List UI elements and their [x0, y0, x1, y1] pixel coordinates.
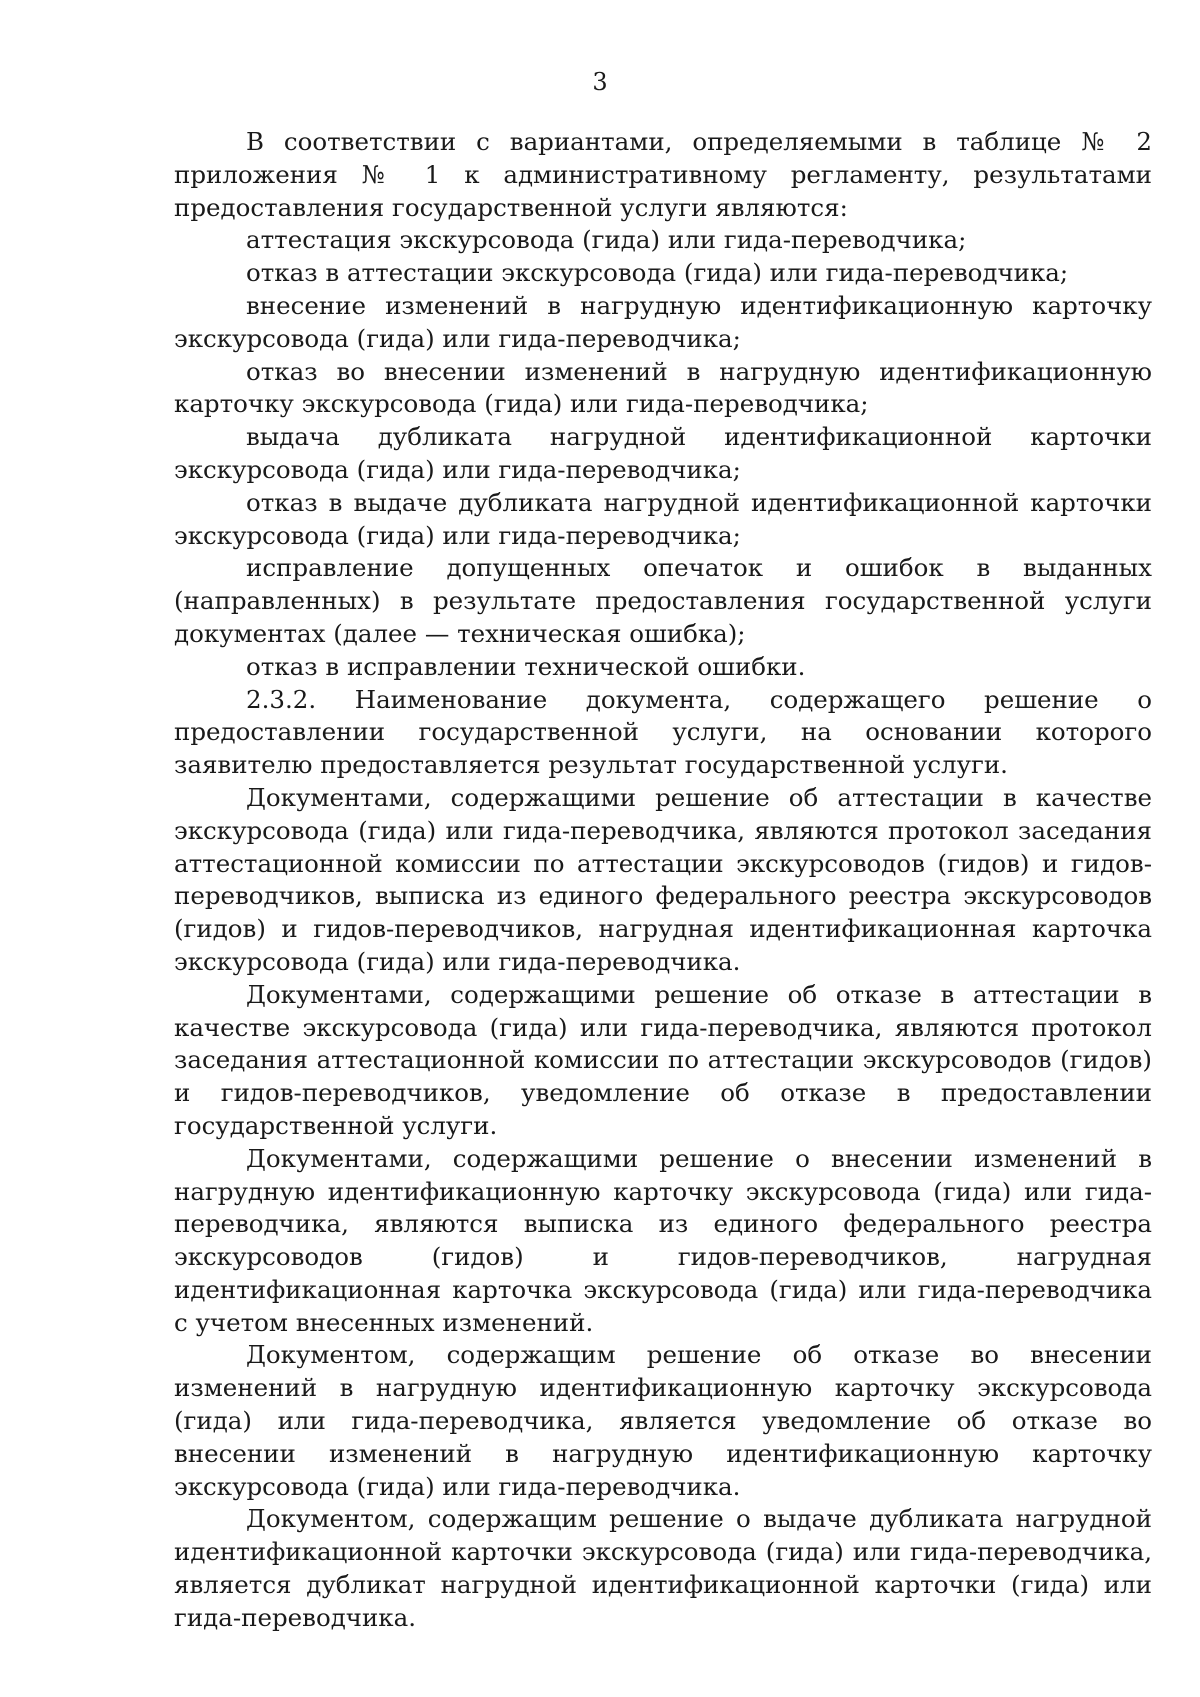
list-item-card-changes-refusal: отказ во внесении изменений в нагрудную идентификационную карточку экскурсовода (гида) или гида-переводчика;: [174, 356, 1152, 419]
paragraph-results-intro: В соответствии с вариантами, определяемыми в таблице № 2 приложения № 1 к административному регламенту, результатами предоставления государственной услуги являются:: [174, 127, 1152, 222]
list-item-attestation-refusal: отказ в аттестации экскурсовода (гида) или гида-переводчика;: [246, 258, 1069, 288]
list-item-error-correction: исправление допущенных опечаток и ошибок в выданных (направленных) в результате предоставления государственной услуги документах (далее — техническая ошибка);: [174, 553, 1152, 648]
page-number: 3: [592, 68, 608, 96]
paragraph-section-2-3-2: 2.3.2. Наименование документа, содержащего решение о предоставлении государственной услуги, на основании которого заявителю предоставляется результат государственной услуги.: [174, 684, 1152, 780]
list-item-card-changes: внесение изменений в нагрудную идентификационную карточку экскурсовода (гида) или гида-переводчика;: [174, 290, 1152, 353]
paragraph-duplicate-documents: Документом, содержащим решение о выдаче дубликата нагрудной идентификационной карточки экскурсовода (гида) или гида-переводчика, является дубликат нагрудной идентификационной карточки (гида) или гида-переводчика.: [174, 1504, 1152, 1632]
paragraph-attestation-documents: Документами, содержащими решение об аттестации в качестве экскурсовода (гида) или гида-переводчика, являются протокол заседания аттестационной комиссии по аттестации экскурсоводов (гидов) и гидов-переводчиков, выписка из единого федерального реестра экскурсоводов (гидов) и гидов-переводчиков, нагрудная идентификационная карточка экскурсовода (гида) или гида-переводчика.: [174, 782, 1152, 976]
paragraph-card-changes-documents: Документами, содержащими решение о внесении изменений в нагрудную идентификационную карточку экскурсовода (гида) или гида-переводчика, являются выписка из единого федерального реестра экскурсоводов (гидов) и гидов-переводчиков, нагрудная идентификационная карточка экскурсовода (гида) или гида-переводчика с учетом внесенных изменений.: [174, 1143, 1152, 1337]
list-item-error-correction-refusal: отказ в исправлении технической ошибки.: [246, 651, 806, 681]
paragraph-card-changes-refusal-documents: Документом, содержащим решение об отказе во внесении изменений в нагрудную идентификационную карточку экскурсовода (гида) или гида-переводчика, является уведомление об отказе во внесении изменений в нагрудную идентификационную карточку экскурсовода (гида) или гида-переводчика.: [174, 1340, 1152, 1501]
list-item-duplicate: выдача дубликата нагрудной идентификационной карточки экскурсовода (гида) или гида-переводчика;: [174, 422, 1152, 484]
list-item-attestation: аттестация экскурсовода (гида) или гида-переводчика;: [246, 225, 967, 255]
list-item-duplicate-refusal: отказ в выдаче дубликата нагрудной идентификационной карточки экскурсовода (гида) или гида-переводчика;: [174, 487, 1152, 550]
paragraph-attestation-refusal-documents: Документами, содержащими решение об отказе в аттестации в качестве экскурсовода (гида) или гида-переводчика, являются протокол заседания аттестационной комиссии по аттестации экскурсоводов (гидов) и гидов-переводчиков, уведомление об отказе в предоставлении государственной услуги.: [174, 979, 1152, 1140]
document-body: [174, 126, 1152, 1635]
